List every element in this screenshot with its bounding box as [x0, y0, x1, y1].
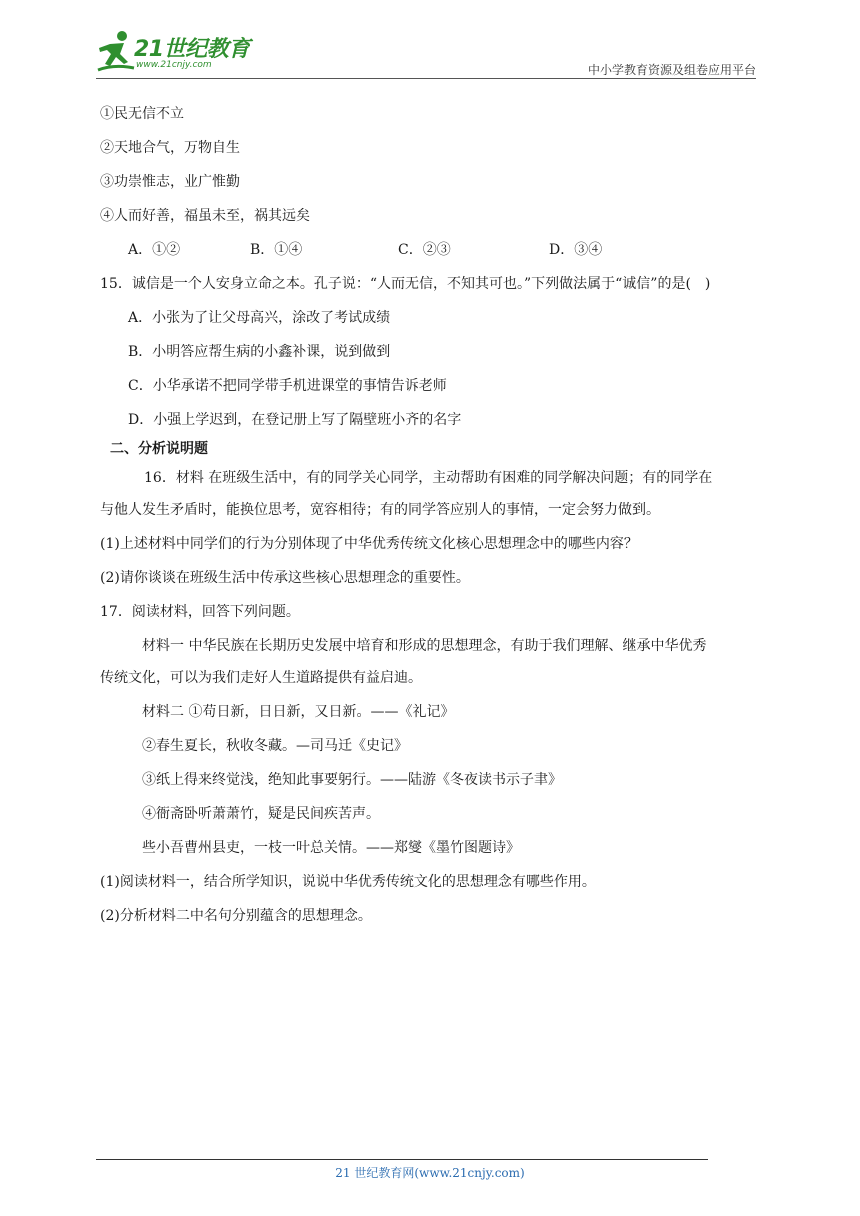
- q17-material1-line1: 材料一 中华民族在长期历史发展中培育和形成的思想理念，有助于我们理解、继承中华优秀: [142, 638, 707, 654]
- q17-sub2: (2)分析材料二中名句分别蕴含的思想理念。: [100, 908, 372, 924]
- site-logo[interactable]: [96, 30, 266, 78]
- q17-material2-line5: 些小吾曹州县吏，一枝一叶总关情。——郑燮《墨竹图题诗》: [142, 840, 520, 856]
- logo-text: 21世纪教育: [134, 37, 250, 62]
- q15-option-c: C．小华承诺不把同学带手机进课堂的事情告诉老师: [128, 378, 447, 394]
- footer-divider: [96, 1159, 708, 1160]
- platform-title: 中小学教育资源及组卷应用平台: [587, 63, 756, 77]
- q15-option-a: A．小张为了让父母高兴，涂改了考试成绩: [128, 310, 391, 326]
- section-title: 二、分析说明题: [110, 441, 208, 457]
- q17-sub1: (1)阅读材料一，结合所学知识，说说中华优秀传统文化的思想理念有哪些作用。: [100, 874, 596, 890]
- q14-option-c: C．②③: [398, 242, 451, 258]
- q16-material-line2: 与他人发生矛盾时，能换位思考，宽容相待；有的同学答应别人的事情，一定会努力做到。: [100, 502, 660, 518]
- q14-item-2: ②天地合气，万物自生: [100, 140, 240, 156]
- q17-material1-line2: 传统文化，可以为我们走好人生道路提供有益启迪。: [100, 670, 422, 686]
- q17-material2-line4: ④衙斋卧听萧萧竹，疑是民间疾苦声。: [142, 806, 380, 822]
- q17-material2-line2: ②春生夏长，秋收冬藏。—司马迁《史记》: [142, 738, 408, 754]
- q14-option-b: B．①④: [250, 242, 303, 258]
- header-divider: [96, 78, 756, 79]
- q16-material-line1: 16．材料 在班级生活中，有的同学关心同学，主动帮助有困难的同学解决问题；有的同学在: [144, 470, 713, 486]
- runner-logo-icon: [96, 30, 136, 74]
- q16-sub1: (1)上述材料中同学们的行为分别体现了中华优秀传统文化核心思想理念中的哪些内容？: [100, 536, 638, 552]
- q15-option-d: D．小强上学迟到，在登记册上写了隔壁班小齐的名字: [128, 412, 462, 428]
- q14-item-4: ④人而好善，福虽未至，祸其远矣: [100, 208, 310, 224]
- logo-url: www.21cnjy.com: [136, 60, 212, 70]
- q17-material2-line1: 材料二 ①苟日新，日日新，又日新。——《礼记》: [142, 704, 455, 720]
- q17-stem: 17．阅读材料，回答下列问题。: [100, 604, 300, 620]
- page-header: [0, 0, 860, 80]
- q14-item-3: ③功崇惟志，业广惟勤: [100, 174, 240, 190]
- q17-material2-line3: ③纸上得来终觉浅，绝知此事要躬行。——陆游《冬夜读书示子聿》: [142, 772, 562, 788]
- q14-item-1: ①民无信不立: [100, 106, 184, 122]
- q16-sub2: (2)请你谈谈在班级生活中传承这些核心思想理念的重要性。: [100, 570, 470, 586]
- q15-stem: 15．诚信是一个人安身立命之本。孔子说：“人而无信，不知其可也。”下列做法属于“诚信”的是( ): [100, 276, 711, 292]
- q14-option-a: A．①②: [128, 242, 181, 258]
- footer-link[interactable]: 21 世纪教育网(www.21cnjy.com): [335, 1166, 525, 1180]
- q14-option-d: D．③④: [549, 242, 603, 258]
- q15-option-b: B．小明答应帮生病的小鑫补课，说到做到: [128, 344, 391, 360]
